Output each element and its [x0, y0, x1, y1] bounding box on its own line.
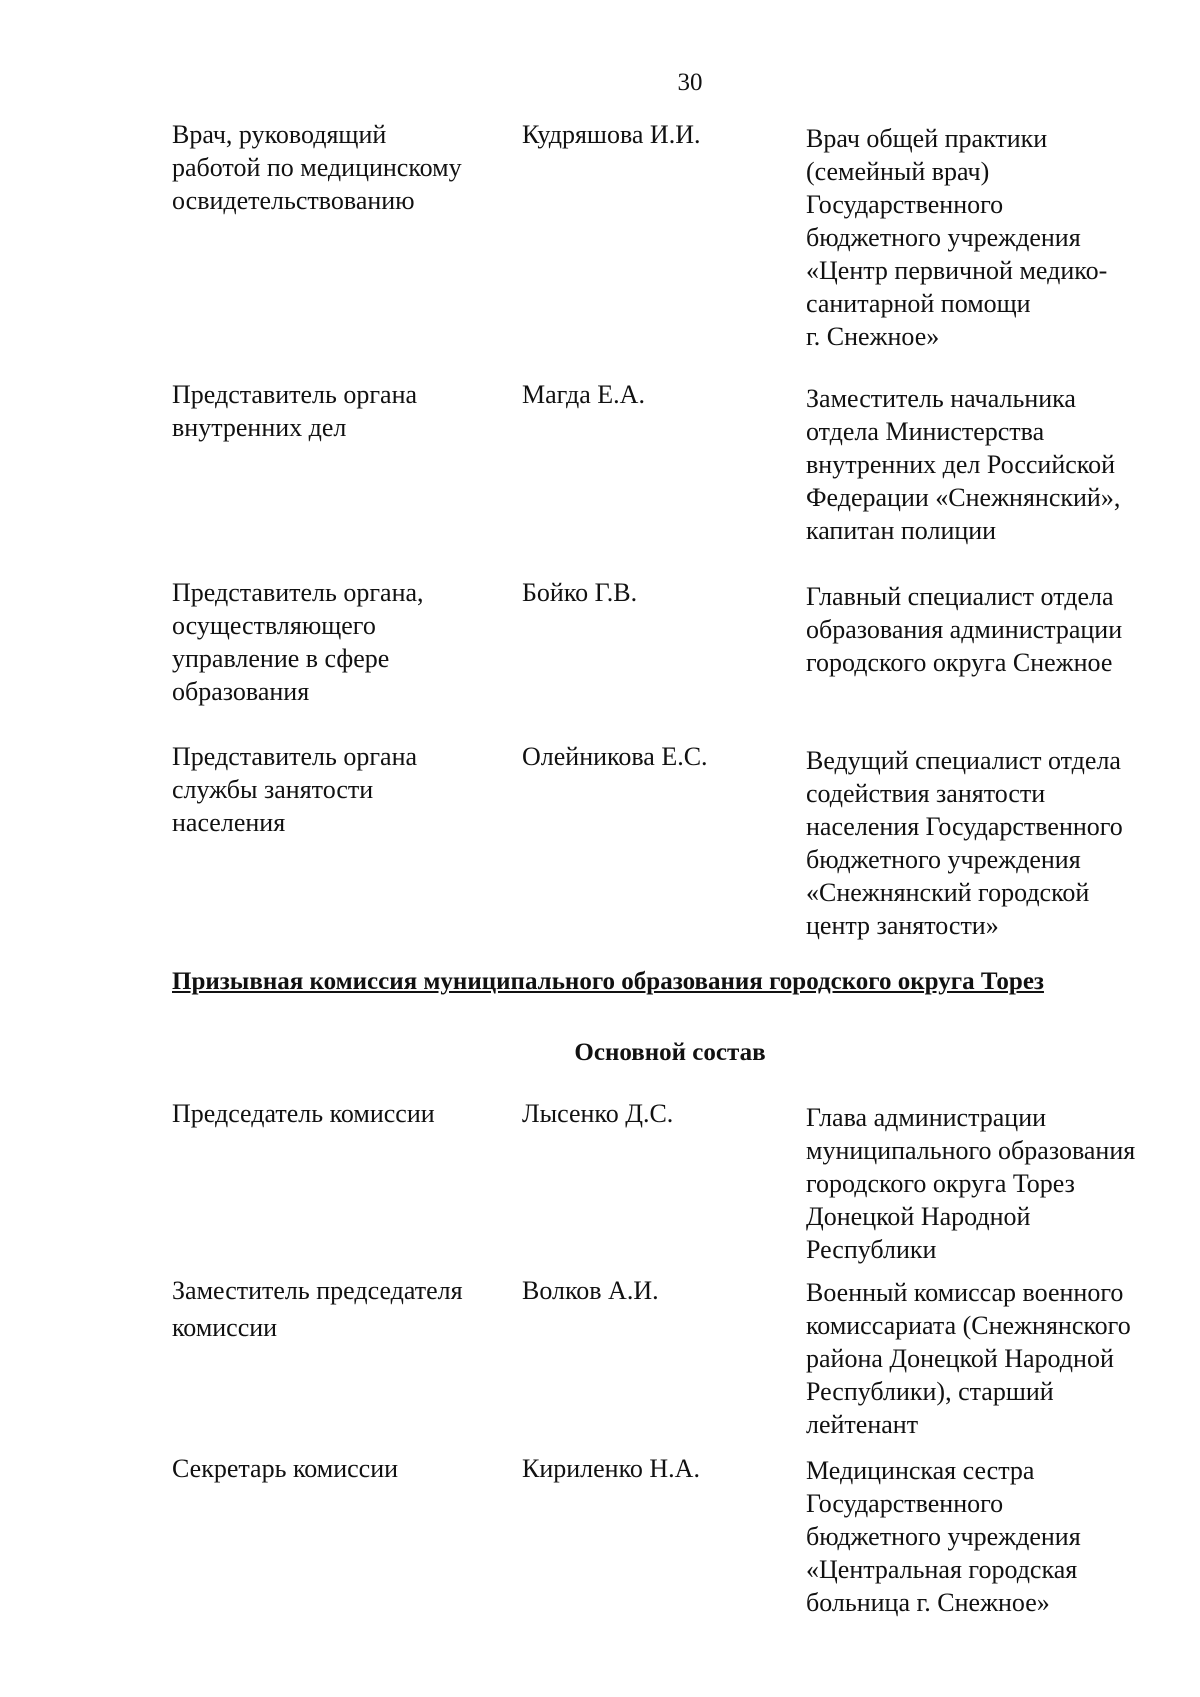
- description-line: комиссариата (Снежнянского: [806, 1311, 1131, 1340]
- description-line: «Центральная городская: [806, 1555, 1078, 1584]
- member-description: [806, 382, 1172, 547]
- role-line: работой по медицинскому: [172, 153, 462, 182]
- role-line: населения: [172, 808, 286, 837]
- description-line: Ведущий специалист отдела: [806, 746, 1121, 775]
- member-role: [172, 1274, 502, 1344]
- role-line: Представитель органа: [172, 380, 418, 409]
- member-role: [172, 378, 502, 444]
- page-number: 30: [677, 69, 703, 96]
- member-description: [806, 744, 1172, 942]
- member-description: [806, 122, 1172, 353]
- member-name: Бойко Г.В.: [522, 578, 638, 607]
- section-title: Призывная комиссия муниципального образования городского округа Торез: [172, 968, 1044, 995]
- member-description: [806, 1101, 1172, 1266]
- description-line: центр занятости»: [806, 911, 999, 940]
- description-line: Военный комиссар военного: [806, 1278, 1124, 1307]
- role-line: управление в сфере: [172, 644, 390, 673]
- description-line: Врач общей практики: [806, 124, 1048, 153]
- member-name: Лысенко Д.С.: [522, 1099, 674, 1128]
- description-line: Главный специалист отдела: [806, 582, 1114, 611]
- role-line: Врач, руководящий: [172, 120, 387, 149]
- role-line: Председатель комиссии: [172, 1099, 435, 1128]
- description-line: Заместитель начальника: [806, 384, 1076, 413]
- member-role: [172, 740, 502, 839]
- role-line: Заместитель председателя: [172, 1276, 463, 1305]
- role-line: освидетельствованию: [172, 186, 415, 215]
- description-line: Глава администрации: [806, 1103, 1047, 1132]
- member-name: Волков А.И.: [522, 1276, 659, 1305]
- description-line: района Донецкой Народной: [806, 1344, 1114, 1373]
- description-line: «Центр первичной медико-: [806, 256, 1108, 285]
- role-line: Представитель органа: [172, 742, 418, 771]
- description-line: внутренних дел Российской: [806, 450, 1116, 479]
- member-name: Олейникова Е.С.: [522, 742, 708, 771]
- role-line: комиссии: [172, 1313, 278, 1342]
- description-line: Республики: [806, 1235, 937, 1264]
- description-line: Государственного: [806, 1489, 1004, 1518]
- description-line: городского округа Снежное: [806, 648, 1113, 677]
- description-line: Республики), старший: [806, 1377, 1054, 1406]
- member-description: [806, 1454, 1172, 1619]
- description-line: больница г. Снежное»: [806, 1588, 1050, 1617]
- description-line: городского округа Торез: [806, 1169, 1075, 1198]
- role-line: службы занятости: [172, 775, 374, 804]
- role-line: внутренних дел: [172, 413, 347, 442]
- description-line: Государственного: [806, 190, 1004, 219]
- description-line: отдела Министерства: [806, 417, 1045, 446]
- description-line: капитан полиции: [806, 516, 997, 545]
- description-line: бюджетного учреждения: [806, 845, 1081, 874]
- role-line: образования: [172, 677, 310, 706]
- description-line: бюджетного учреждения: [806, 223, 1081, 252]
- description-line: Медицинская сестра: [806, 1456, 1035, 1485]
- description-line: содействия занятости: [806, 779, 1046, 808]
- description-line: лейтенант: [806, 1410, 919, 1439]
- description-line: «Снежнянский городской: [806, 878, 1090, 907]
- member-name: Магда Е.А.: [522, 380, 645, 409]
- member-role: [172, 1452, 502, 1485]
- role-line: Представитель органа,: [172, 578, 424, 607]
- description-line: г. Снежное»: [806, 322, 940, 351]
- member-role: [172, 576, 502, 708]
- role-line: Секретарь комиссии: [172, 1454, 399, 1483]
- description-line: населения Государственного: [806, 812, 1123, 841]
- description-line: бюджетного учреждения: [806, 1522, 1081, 1551]
- member-name: Кудряшова И.И.: [522, 120, 701, 149]
- member-role: [172, 1097, 502, 1130]
- description-line: Федерации «Снежнянский»,: [806, 483, 1121, 512]
- role-line: осуществляющего: [172, 611, 376, 640]
- description-line: образования администрации: [806, 615, 1123, 644]
- description-line: (семейный врач): [806, 157, 990, 186]
- member-name: Кириленко Н.А.: [522, 1454, 700, 1483]
- member-description: [806, 1276, 1172, 1441]
- description-line: муниципального образования: [806, 1136, 1136, 1165]
- description-line: Донецкой Народной: [806, 1202, 1031, 1231]
- member-role: [172, 118, 502, 217]
- member-description: [806, 580, 1172, 679]
- subsection-title: Основной состав: [574, 1039, 766, 1066]
- description-line: санитарной помощи: [806, 289, 1031, 318]
